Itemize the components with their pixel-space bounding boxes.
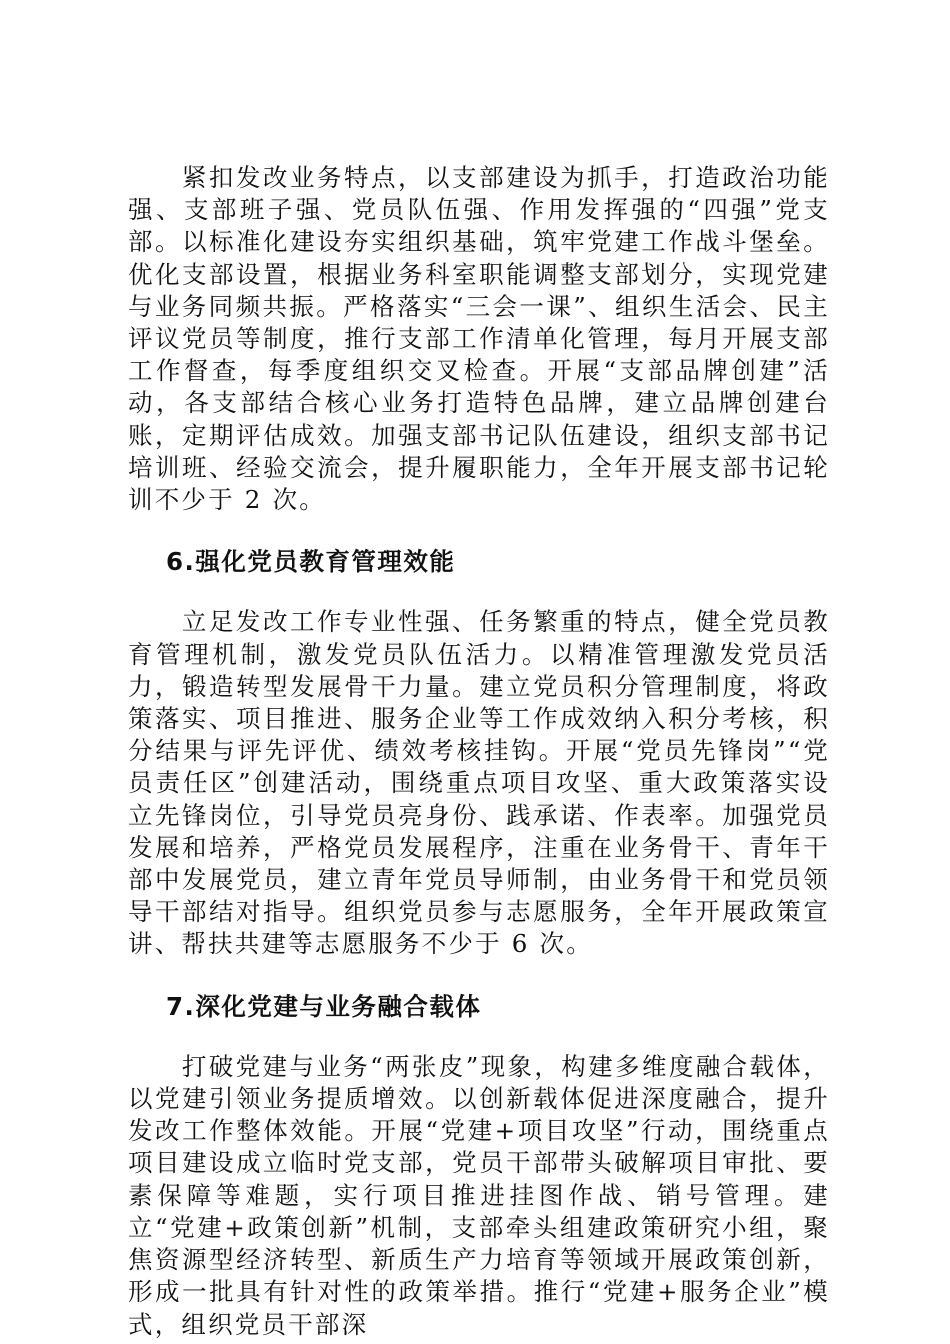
section-heading-6: 6.强化党员教育管理效能: [166, 547, 456, 577]
paragraph-integration-carrier: 打破党建与业务“两张皮”现象，构建多维度融合载体，以党建引领业务提质增效。以创新载体促进深度融合，提升发改工作整体效能。开展“党建+项目攻坚”行动，围绕重点项目建设成立临时党支部，党员干部带头破解项目审批、要素保障等难题，实行项目推进挂图作战、销号管理。建立“党建+政策创新”机制，支部牵头组建政策研究小组，聚焦资源型经济转型、新质生产力培育等领域开展政策创新，形成一批具有针对性的政策举措。推行“党建+服务企业”模式，组织党员干部深: [128, 1051, 830, 1339]
document-body: [128, 162, 830, 1341]
section-heading-7: 7.深化党建与业务融合载体: [166, 991, 482, 1021]
paragraph-member-education: 立足发改工作专业性强、任务繁重的特点，健全党员教育管理机制，激发党员队伍活力。以精准管理激发党员活力，锻造转型发展骨干力量。建立党员积分管理制度，将政策落实、项目推进、服务企业等工作成效纳入积分考核，积分结果与评先评优、绩效考核挂钩。开展“党员先锋岗”“党员责任区”创建活动，围绕重点项目攻坚、重大政策落实设立先锋岗位，引导党员亮身份、践承诺、作表率。加强党员发展和培养，严格党员发展程序，注重在业务骨干、青年干部中发展党员，建立青年党员导师制，由业务骨干和党员领导干部结对指导。组织党员参与志愿服务，全年开展政策宣讲、帮扶共建等志愿服务不少于 6 次。: [128, 607, 830, 959]
paragraph-branch-construction: 紧扣发改业务特点，以支部建设为抓手，打造政治功能强、支部班子强、党员队伍强、作用发挥强的“四强”党支部。以标准化建设夯实组织基础，筑牢党建工作战斗堡垒。优化支部设置，根据业务科室职能调整支部划分，实现党建与业务同频共振。严格落实“三会一课”、组织生活会、民主评议党员等制度，推行支部工作清单化管理，每月开展支部工作督查，每季度组织交叉检查。开展“支部品牌创建”活动，各支部结合核心业务打造特色品牌，建立品牌创建台账，定期评估成效。加强支部书记队伍建设，组织支部书记培训班、经验交流会，提升履职能力，全年开展支部书记轮训不少于 2 次。: [128, 163, 830, 515]
